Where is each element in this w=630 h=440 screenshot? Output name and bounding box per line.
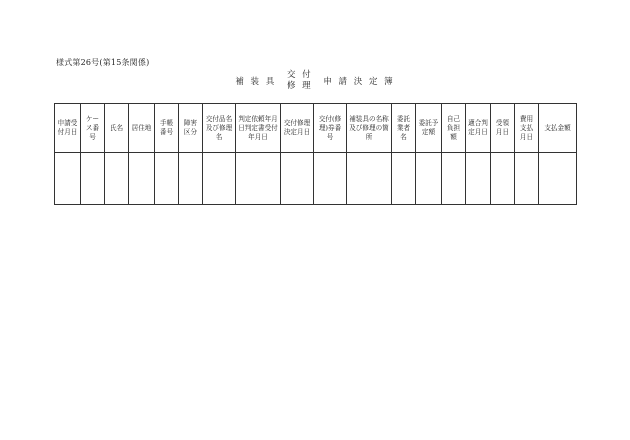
col-header: 申請受付月日: [55, 104, 81, 153]
title-stack: [287, 70, 313, 92]
table-cell[interactable]: [281, 153, 314, 205]
table-cell[interactable]: [392, 153, 416, 205]
col-header: 交付修理決定月日: [281, 104, 314, 153]
col-header: 障害区分: [179, 104, 203, 153]
col-header: 手帳番号: [155, 104, 179, 153]
table-cell[interactable]: [491, 153, 515, 205]
header-row: [55, 104, 577, 153]
table-cell[interactable]: [203, 153, 236, 205]
col-header: 適合判定月日: [466, 104, 491, 153]
table-row: [55, 153, 577, 205]
col-header: 費用支払月日: [515, 104, 539, 153]
col-header: 受領月日: [491, 104, 515, 153]
col-header: 居住地: [129, 104, 155, 153]
table-cell[interactable]: [81, 153, 105, 205]
col-header: 交付(修理)券番号: [314, 104, 347, 153]
col-header: 委託予定額: [416, 104, 442, 153]
document-title: [0, 70, 630, 92]
title-stack-bottom: 修 理: [286, 81, 313, 91]
col-header: 委託業者名: [392, 104, 416, 153]
table-cell[interactable]: [314, 153, 347, 205]
title-suffix: 申 請 決 定 簿: [323, 77, 395, 87]
table-cell[interactable]: [539, 153, 577, 205]
col-header: ケース番号: [81, 104, 105, 153]
table-cell[interactable]: [515, 153, 539, 205]
table-cell[interactable]: [466, 153, 491, 205]
col-header: 氏名: [105, 104, 129, 153]
table-cell[interactable]: [347, 153, 392, 205]
table-cell[interactable]: [416, 153, 442, 205]
register-table: [54, 103, 577, 205]
col-header: 支払金額: [539, 104, 577, 153]
col-header: 交付品名及び修理名: [203, 104, 236, 153]
table-cell[interactable]: [155, 153, 179, 205]
table-cell[interactable]: [236, 153, 281, 205]
title-prefix: 補 装 具: [235, 77, 277, 87]
table-cell[interactable]: [55, 153, 81, 205]
form-number: 様式第26号(第15条関係): [56, 58, 150, 67]
title-stack-top: 交 付: [286, 70, 313, 80]
col-header: 補装具の名称及び修理の箇所: [347, 104, 392, 153]
col-header: 判定依頼年月日判定書受付年月日: [236, 104, 281, 153]
table-cell[interactable]: [105, 153, 129, 205]
table-cell[interactable]: [442, 153, 466, 205]
table-cell[interactable]: [129, 153, 155, 205]
table-cell[interactable]: [179, 153, 203, 205]
col-header: 自己負担額: [442, 104, 466, 153]
